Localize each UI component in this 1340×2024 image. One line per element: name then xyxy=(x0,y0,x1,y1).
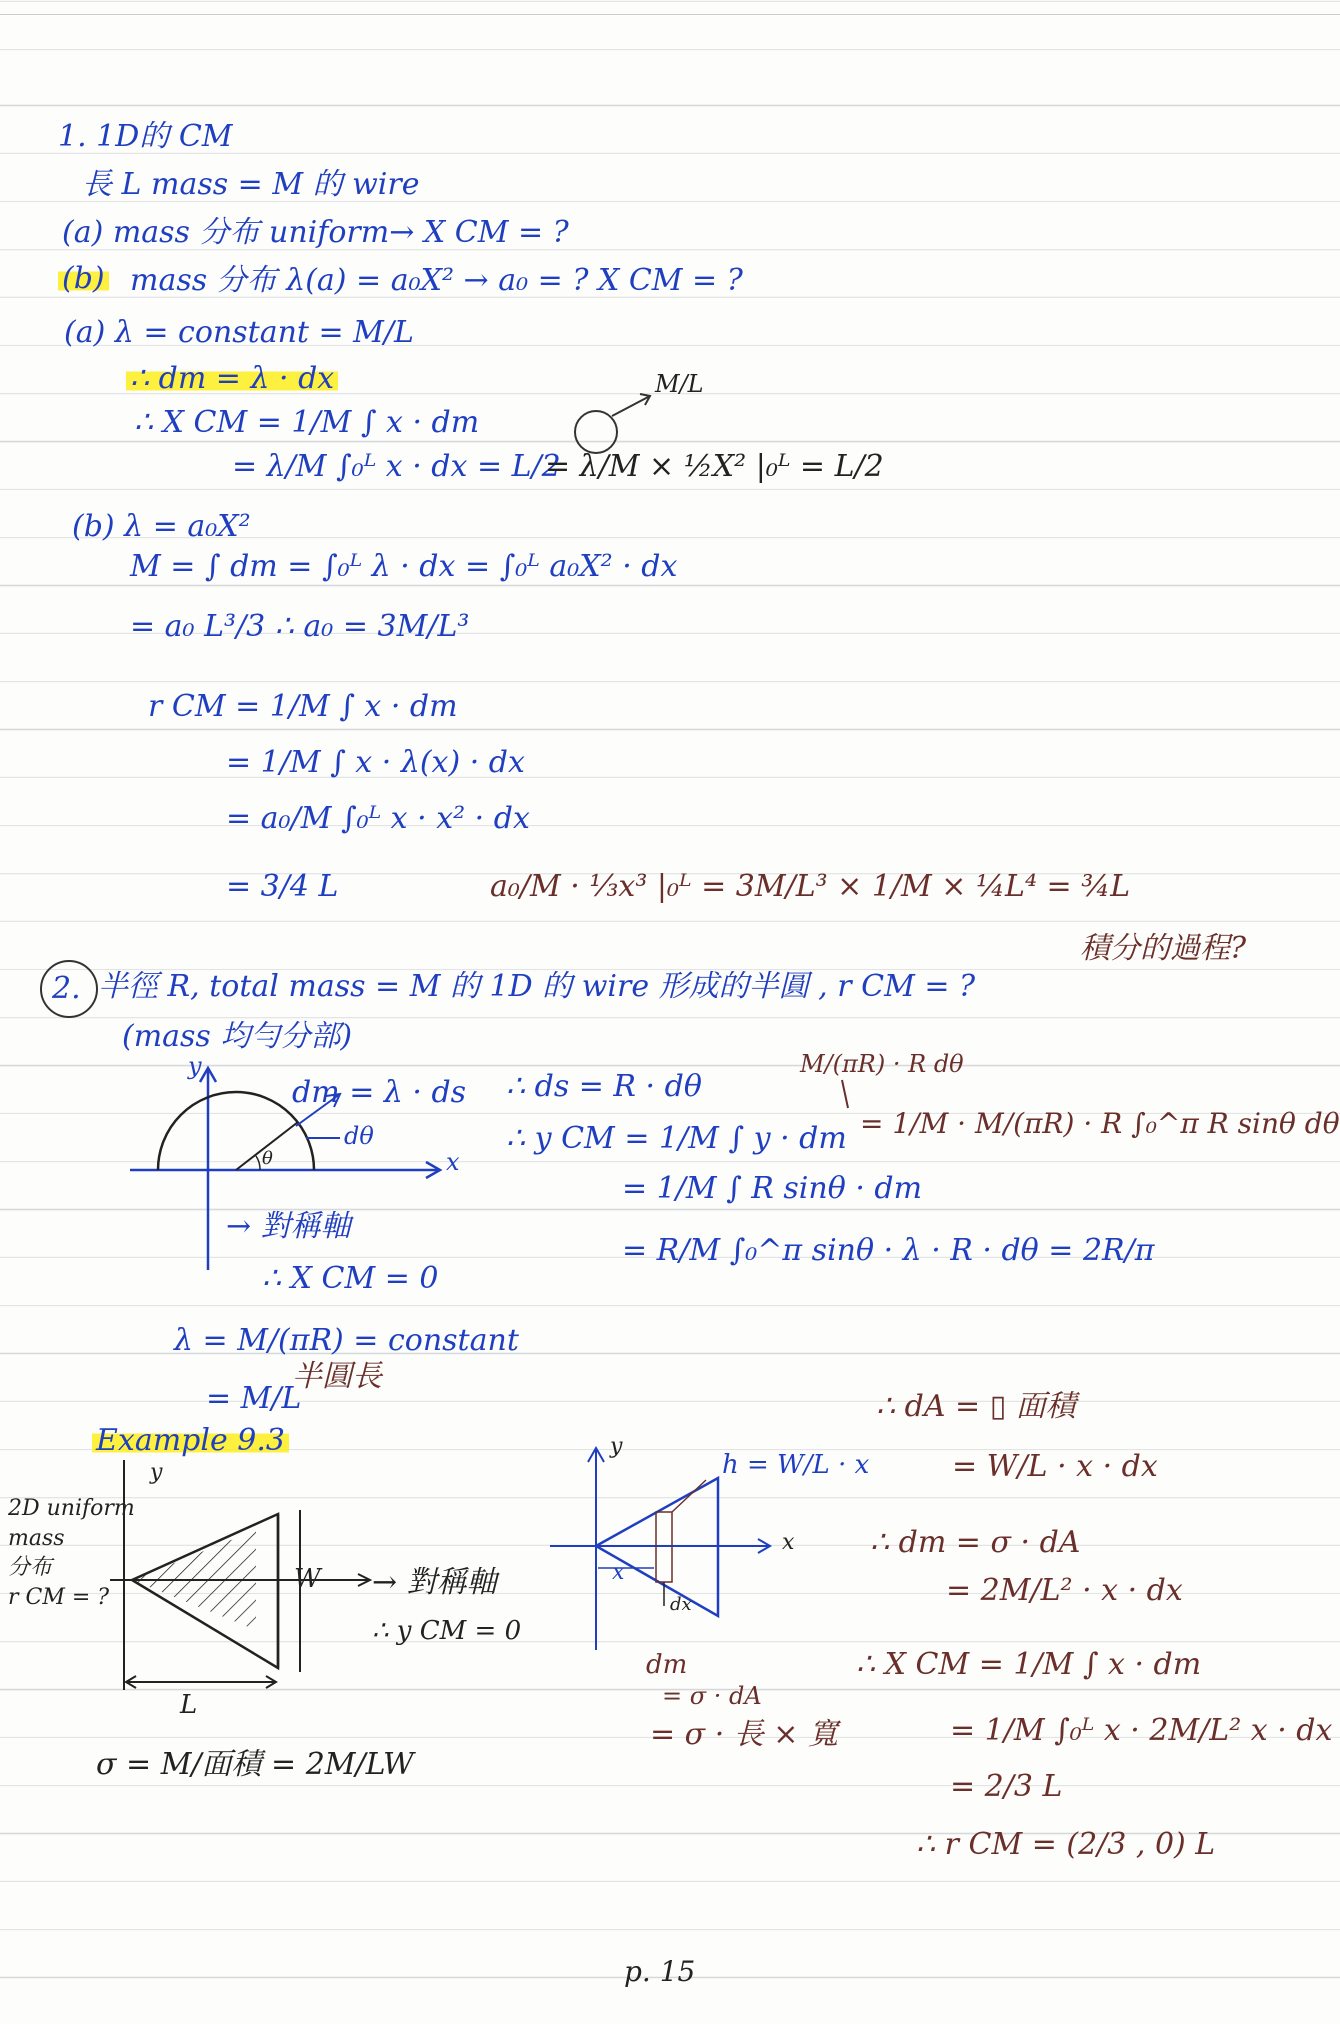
strip-dm-line-2: = σ · 長 × 寬 xyxy=(650,1717,838,1752)
ycm-note: M/(πR) · R dθ xyxy=(800,1050,964,1078)
ycm-line-2: = 1/M ∫ R sinθ · dm xyxy=(622,1171,923,1206)
question-a: (a) mass 分布 uniform→ X CM = ? xyxy=(62,215,569,250)
semicircle-y-label: y xyxy=(188,1052,202,1080)
problem-2-number: 2. xyxy=(52,971,81,1006)
problem-1-statement: 長 L mass = M 的 wire xyxy=(82,167,420,202)
ycm-line-1: ∴ y CM = 1/M ∫ y · dm xyxy=(506,1121,847,1156)
lambda-note: 半圓長 xyxy=(292,1359,382,1394)
triangle-W-label: W xyxy=(294,1564,321,1594)
triangle-L-label: L xyxy=(180,1690,198,1720)
question-b-label: (b) xyxy=(58,264,109,294)
problem-2-subtitle: (mass 均勻分部) xyxy=(122,1019,353,1054)
answer-b-line-3: = a₀ L³/3 ∴ a₀ = 3M/L³ xyxy=(130,609,470,644)
semicircle-x-label: x xyxy=(446,1148,460,1176)
semicircle-dtheta-label: dθ xyxy=(344,1122,374,1150)
answer-a-line-4b: = λ/M × ½X² |₀ᴸ = L/2 xyxy=(545,449,884,484)
answer-b-line-4: r CM = 1/M ∫ x · dm xyxy=(148,689,458,724)
strip-x-distance: x xyxy=(612,1560,625,1585)
answer-b-line-5: = 1/M ∫ x · λ(x) · dx xyxy=(226,745,525,780)
page-number: p. 15 xyxy=(624,1955,696,1988)
ycm-line-3: = R/M ∫₀^π sinθ · λ · R · dθ = 2R/π xyxy=(622,1233,1155,1268)
strip-height-label: h = W/L · x xyxy=(722,1450,870,1480)
semicircle-dm-label: dm = λ · ds xyxy=(292,1075,467,1110)
answer-a-line-2: ∴ dm = λ · dx xyxy=(126,364,338,394)
semicircle-theta-label: θ xyxy=(262,1148,273,1169)
answer-b-line-6: = a₀/M ∫₀ᴸ x · x² · dx xyxy=(226,801,530,836)
area-line-2: = W/L · x · dx xyxy=(952,1449,1158,1484)
answer-b-line-1: (b) λ = a₀X² xyxy=(72,509,251,544)
strip-y-label: y xyxy=(610,1434,623,1459)
answer-a-line-1: (a) λ = constant = M/L xyxy=(64,315,414,350)
ycm-right: = 1/M · M/(πR) · R ∫₀^π R sinθ dθ xyxy=(860,1107,1340,1140)
strip-dm-line-1: = σ · dA xyxy=(662,1682,762,1710)
triangle-ycm: ∴ y CM = 0 xyxy=(372,1616,522,1646)
answer-a-note: M/L xyxy=(655,370,704,398)
strip-x-label: x xyxy=(782,1530,795,1555)
xcm-line-3: = 2/3 L xyxy=(950,1769,1063,1804)
problem-2-title: 半徑 R, total mass = M 的 1D 的 wire 形成的半圓 , r CM = ? xyxy=(98,969,976,1004)
triangle-y-label: y xyxy=(150,1460,163,1485)
example-title: Example 9.3 xyxy=(92,1426,289,1456)
xcm-line-1: ∴ X CM = 1/M ∫ x · dm xyxy=(856,1647,1202,1682)
ds-relation: ∴ ds = R · dθ xyxy=(506,1069,702,1104)
problem-2-note: 積分的過程? xyxy=(1080,931,1247,966)
area-line-1: ∴ dA = ▯ 面積 xyxy=(876,1389,1076,1424)
answer-b-line-7b: a₀/M · ⅓x³ |₀ᴸ = 3M/L³ × 1/M × ¼L⁴ = ¾L xyxy=(490,869,1131,904)
symmetry-axis-label: → 對稱軸 xyxy=(226,1209,351,1244)
triangle-symmetry-label: → 對稱軸 xyxy=(372,1565,497,1600)
answer-a-line-4: = λ/M ∫₀ᴸ x · dx = L/2 xyxy=(232,449,561,484)
dm-line-2: = 2M/L² · x · dx xyxy=(946,1573,1183,1608)
dm-line-1: ∴ dm = σ · dA xyxy=(870,1525,1081,1560)
xcm-zero: ∴ X CM = 0 xyxy=(262,1261,439,1296)
strip-dx-label: dx xyxy=(670,1594,692,1615)
example-left-label: 2D uniform mass 分布 r CM = ? xyxy=(8,1496,135,1611)
sigma-definition: σ = M/面積 = 2M/LW xyxy=(96,1747,414,1782)
strip-dm-label: dm xyxy=(646,1650,688,1680)
problem-1-title: 1. 1D的 CM xyxy=(58,119,233,154)
answer-a-line-3: ∴ X CM = 1/M ∫ x · dm xyxy=(134,405,480,440)
answer-b-line-7: = 3/4 L xyxy=(226,869,339,904)
lambda-definition: λ = M/(πR) = constant xyxy=(174,1323,519,1358)
xcm-line-2: = 1/M ∫₀ᴸ x · 2M/L² x · dx xyxy=(950,1713,1333,1748)
answer-b-line-2: M = ∫ dm = ∫₀ᴸ λ · dx = ∫₀ᴸ a₀X² · dx xyxy=(130,549,678,584)
question-b: mass 分布 λ(a) = a₀X² → a₀ = ? X CM = ? xyxy=(130,263,743,298)
rcm-result: ∴ r CM = (2/3 , 0) L xyxy=(916,1827,1216,1862)
triangle-figure xyxy=(100,1450,400,1720)
lambda-alt: = M/L xyxy=(206,1381,302,1416)
